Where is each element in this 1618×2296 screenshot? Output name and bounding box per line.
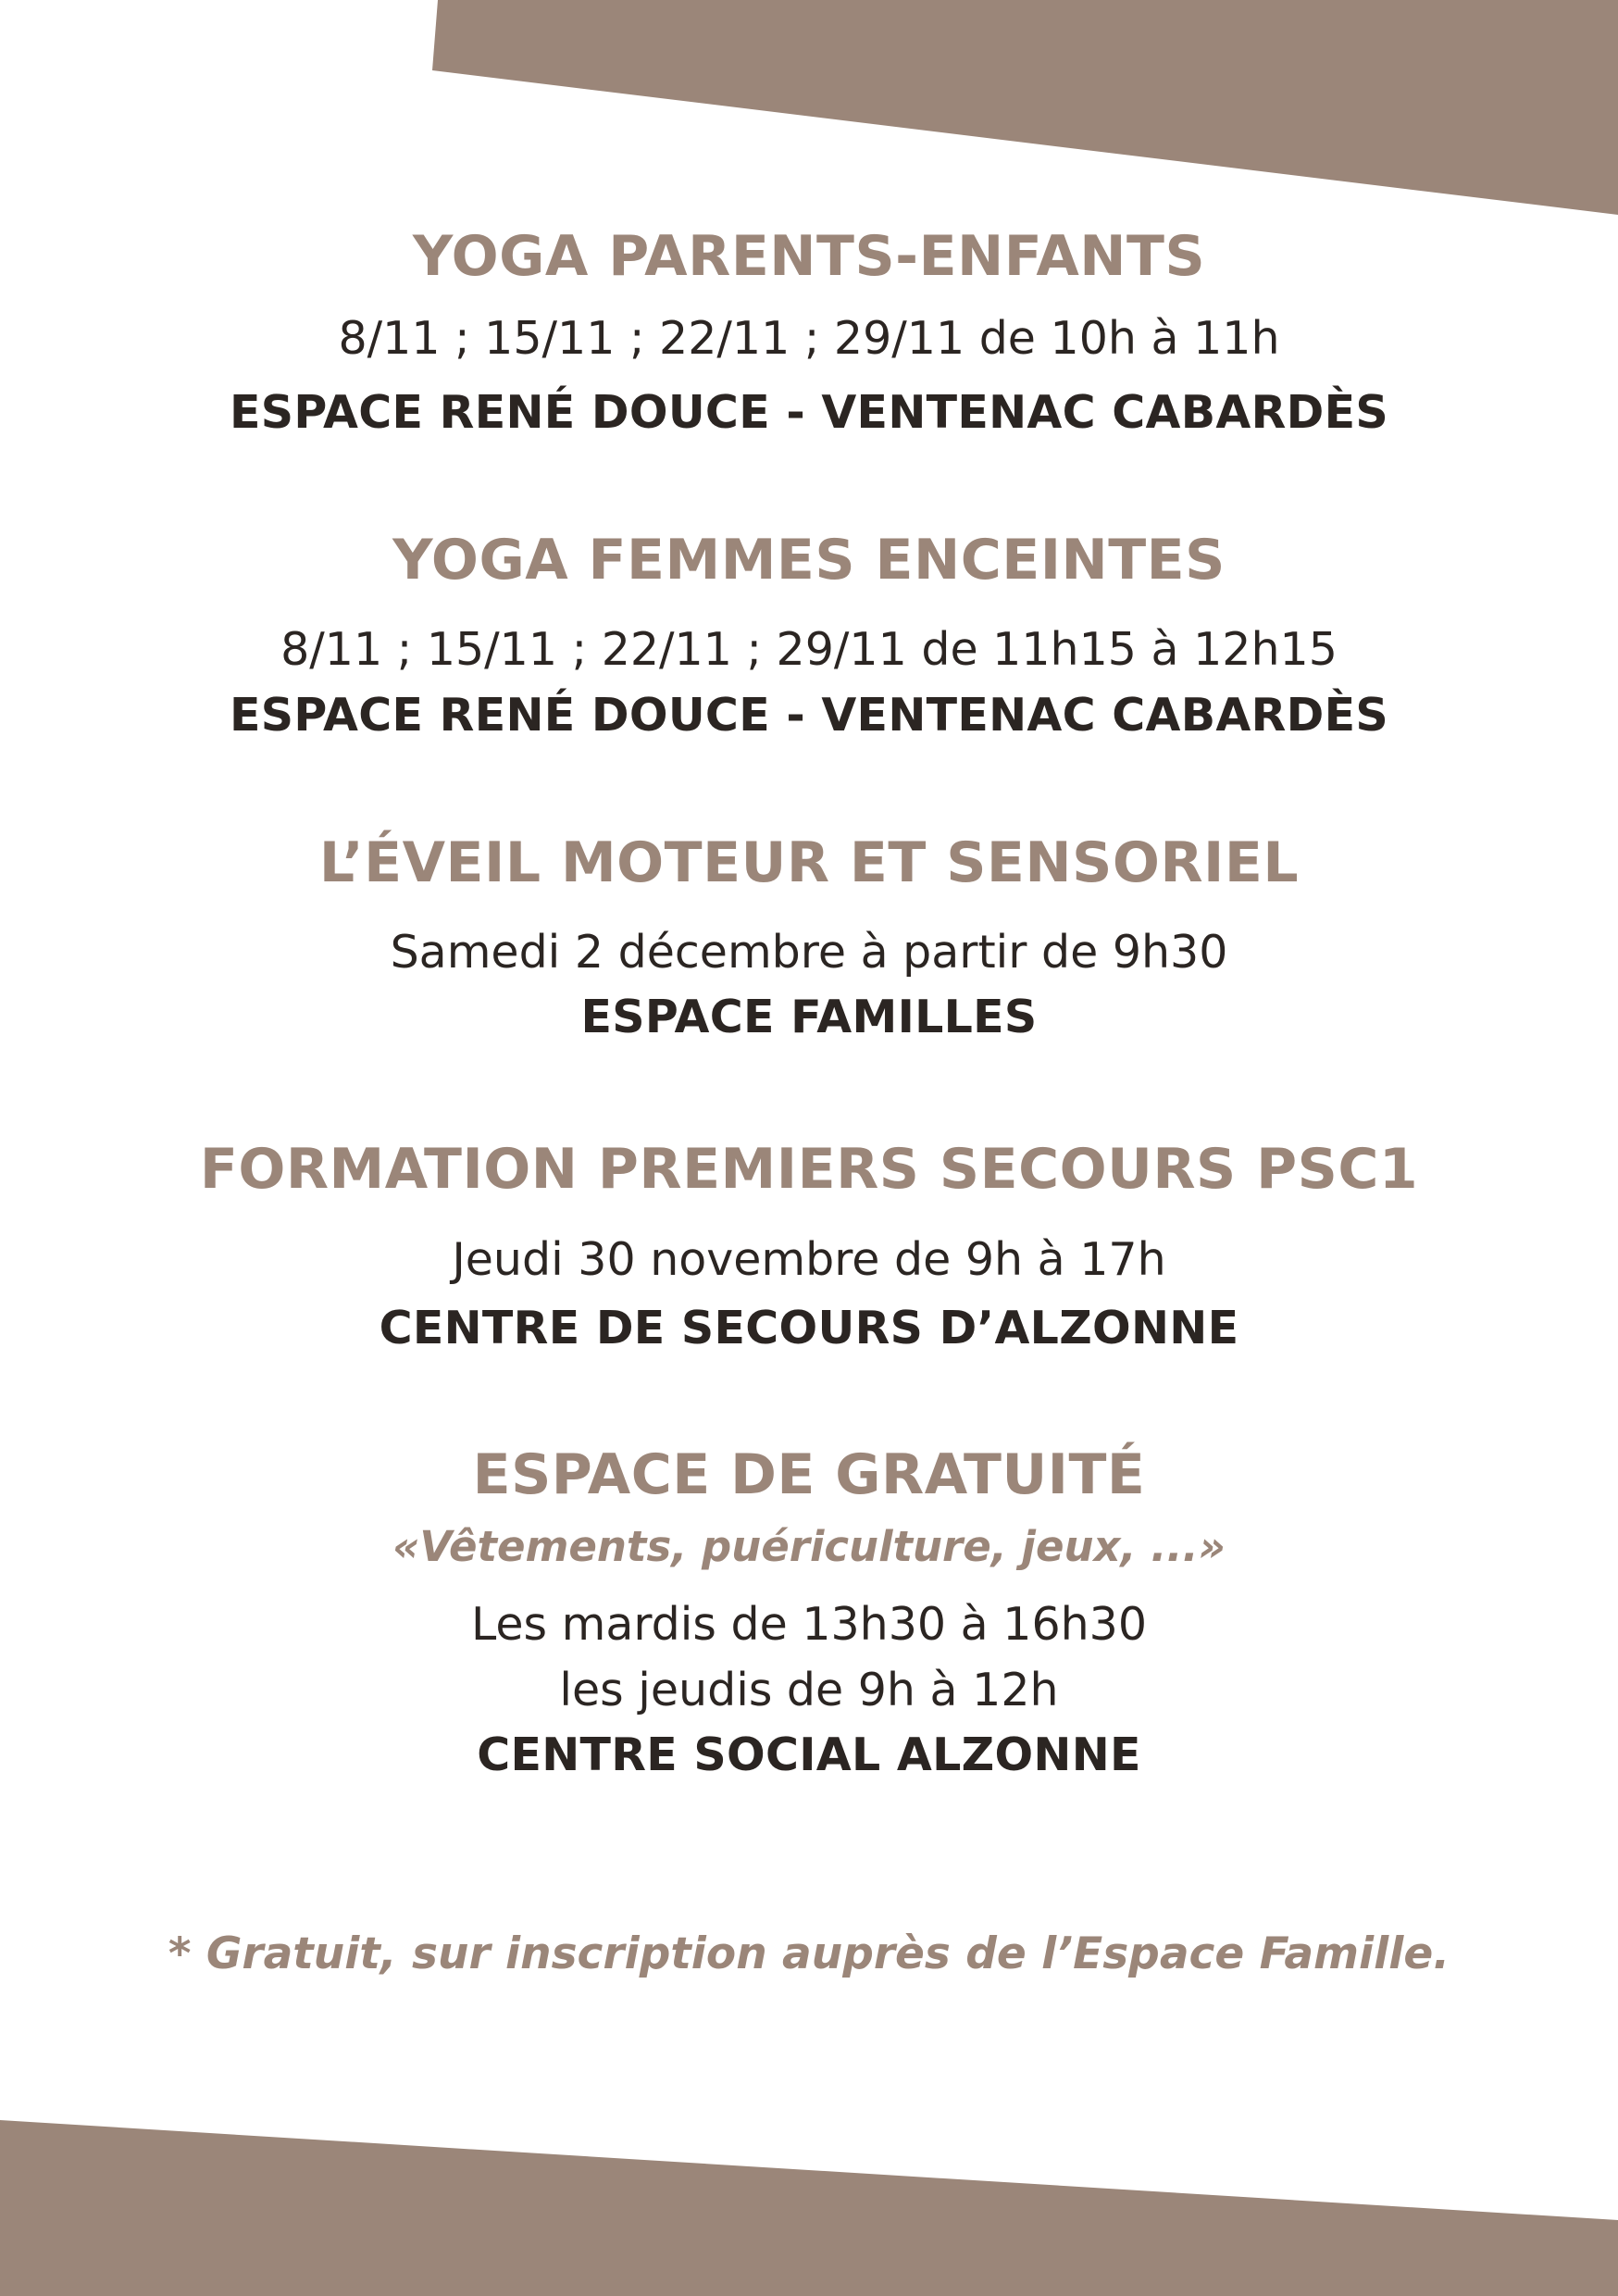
footnote: * Gratuit, sur inscription auprès de l’Espace Famille. [168, 1928, 1450, 1979]
event-place-yoga-femmes-enceintes: ESPACE RENÉ DOUCE - VENTENAC CABARDÈS [229, 689, 1388, 742]
event-place-espace-gratuite: CENTRE SOCIAL ALZONNE [477, 1728, 1141, 1781]
event-dates-premiers-secours: Jeudi 30 novembre de 9h à 17h [452, 1233, 1166, 1286]
event-title-eveil-moteur: L’ÉVEIL MOTEUR ET SENSORIEL [318, 830, 1300, 895]
event-dates-yoga-parents-enfants: 8/11 ; 15/11 ; 22/11 ; 29/11 de 10h à 11h [338, 312, 1280, 365]
event-title-espace-gratuite: ESPACE DE GRATUITÉ [472, 1442, 1146, 1507]
event-schedule-tuesdays: Les mardis de 13h30 à 16h30 [470, 1598, 1148, 1651]
event-place-yoga-parents-enfants: ESPACE RENÉ DOUCE - VENTENAC CABARDÈS [229, 386, 1388, 439]
event-schedule-thursdays: les jeudis de 9h à 12h [559, 1664, 1059, 1716]
event-place-eveil-moteur: ESPACE FAMILLES [580, 991, 1038, 1043]
event-dates-eveil-moteur: Samedi 2 décembre à partir de 9h30 [390, 926, 1228, 979]
event-dates-yoga-femmes-enceintes: 8/11 ; 15/11 ; 22/11 ; 29/11 de 11h15 à 12h15 [280, 623, 1338, 676]
event-title-yoga-femmes-enceintes: YOGA FEMMES ENCEINTES [392, 528, 1226, 593]
event-title-premiers-secours: FORMATION PREMIERS SECOURS PSC1 [199, 1137, 1419, 1202]
event-subtitle-espace-gratuite: «Vêtements, puériculture, jeux, ...» [392, 1522, 1226, 1571]
event-place-premiers-secours: CENTRE DE SECOURS D’ALZONNE [379, 1302, 1239, 1354]
event-title-yoga-parents-enfants: YOGA PARENTS-ENFANTS [412, 224, 1206, 289]
